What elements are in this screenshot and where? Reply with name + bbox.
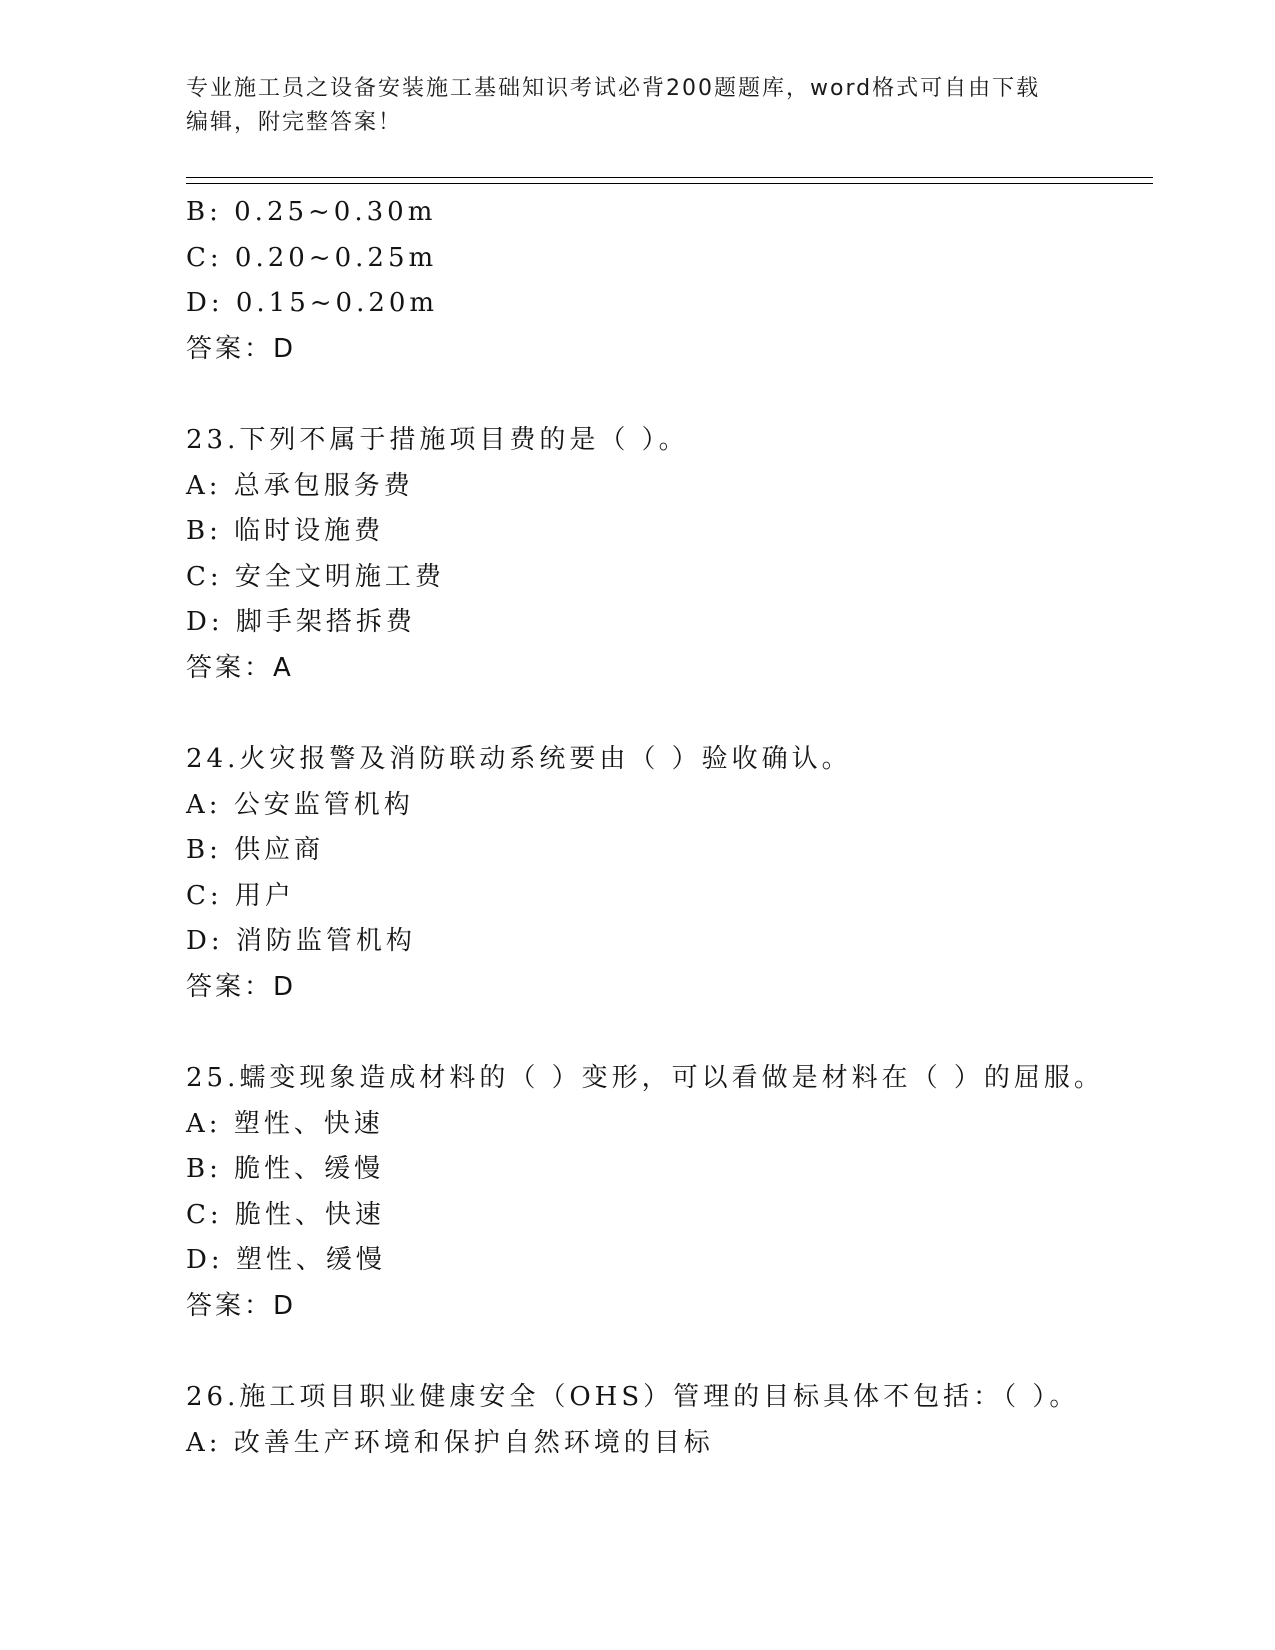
spacer xyxy=(186,1010,1153,1056)
spacer xyxy=(186,691,1153,737)
option-b: B: 临时设施费 xyxy=(186,516,385,546)
question-text: 25.蠕变现象造成材料的（ ）变形，可以看做是材料在（ ）的屈服。 xyxy=(186,1063,1104,1093)
option-c: C: 安全文明施工费 xyxy=(186,561,445,592)
option-a: A: 公安监管机构 xyxy=(186,789,414,820)
spacer xyxy=(186,1329,1153,1375)
option-b: B: 0.25~0.30m xyxy=(186,197,437,227)
question-text: 24.火灾报警及消防联动系统要由（ ）验收确认。 xyxy=(186,744,852,774)
question-text: 26.施工项目职业健康安全（OHS）管理的目标具体不包括：（ ）。 xyxy=(186,1382,1080,1412)
option-c: C: 用户 xyxy=(186,880,295,911)
continued-question xyxy=(186,190,1153,372)
spacer xyxy=(186,372,1153,418)
option-d: D: 0.15~0.20m xyxy=(186,288,439,318)
question-26 xyxy=(186,1375,1153,1466)
option-c: C: 0.20~0.25m xyxy=(186,242,438,273)
option-d: D: 塑性、缓慢 xyxy=(186,1245,386,1275)
answer-line: 答案：D xyxy=(186,1290,297,1321)
option-c: C: 脆性、快速 xyxy=(186,1199,385,1230)
option-a: A: 改善生产环境和保护自然环境的目标 xyxy=(186,1427,714,1458)
answer-line: 答案：D xyxy=(186,333,297,364)
option-b: B: 脆性、缓慢 xyxy=(186,1154,385,1184)
question-23 xyxy=(186,418,1153,691)
question-text: 23.下列不属于措施项目费的是（ ）。 xyxy=(186,425,689,455)
option-a: A: 总承包服务费 xyxy=(186,470,414,501)
question-24 xyxy=(186,737,1153,1010)
answer-line: 答案：D xyxy=(186,971,297,1002)
option-a: A: 塑性、快速 xyxy=(186,1108,384,1139)
answer-line: 答案：A xyxy=(186,652,294,683)
question-25 xyxy=(186,1056,1153,1329)
option-d: D: 脚手架搭拆费 xyxy=(186,607,416,637)
option-d: D: 消防监管机构 xyxy=(186,926,416,956)
document-body xyxy=(186,190,1153,1466)
header-title-line-1: 专业施工员之设备安装施工基础知识考试必背200题题库，word格式可自由下载 xyxy=(186,76,1041,101)
document-header xyxy=(186,72,1066,140)
header-divider xyxy=(186,177,1153,184)
header-title-line-2: 编辑，附完整答案！ xyxy=(186,110,403,135)
option-b: B: 供应商 xyxy=(186,835,325,865)
